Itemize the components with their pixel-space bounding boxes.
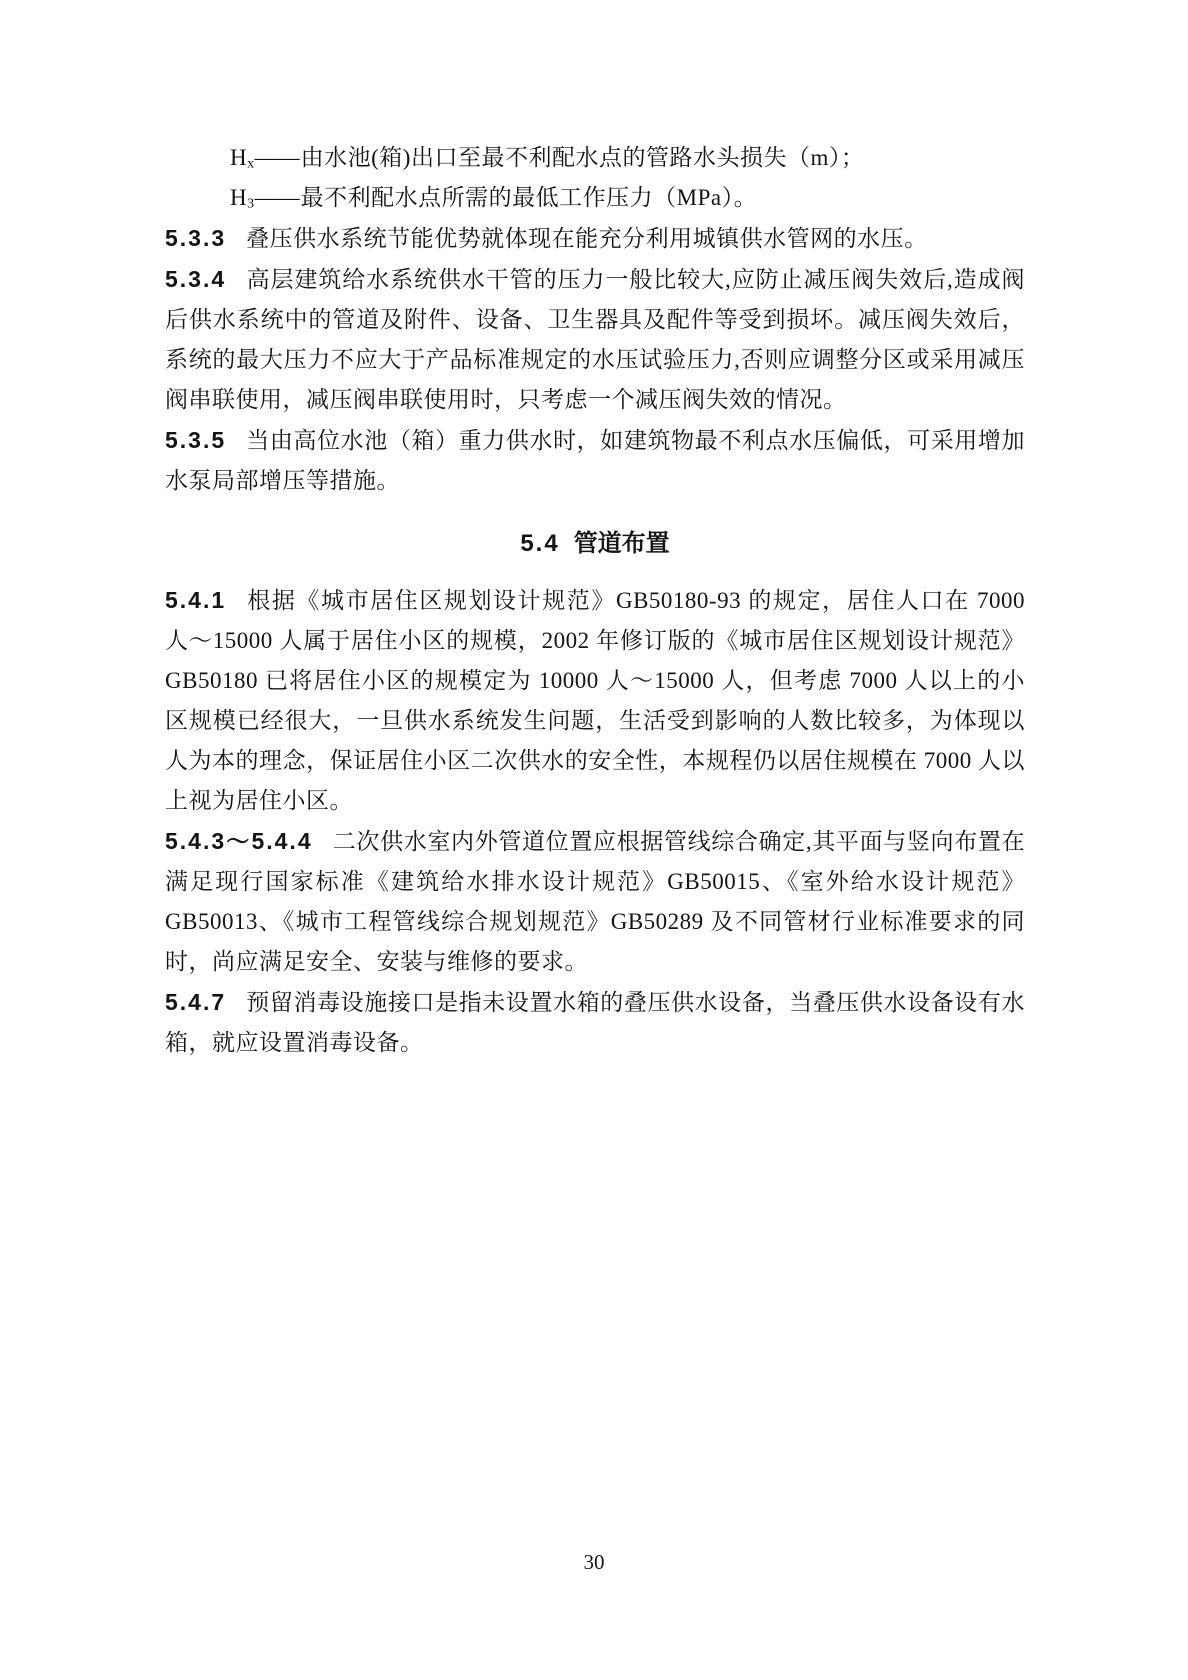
clause-5-3-5 bbox=[165, 420, 1025, 501]
definition-line-hx bbox=[165, 138, 1025, 178]
clause-text: 当由高位水池（箱）重力供水时，如建筑物最不利点水压偏低，可采用增加水泵局部增压等措施。 bbox=[165, 428, 1025, 493]
definition-text: 最不利配水点所需的最低工作压力（MPa）。 bbox=[300, 185, 758, 210]
section-heading bbox=[165, 524, 1025, 564]
clause-number: 5.3.4 bbox=[165, 266, 227, 292]
definition-symbol bbox=[230, 185, 255, 210]
section-number: 5.4 bbox=[520, 530, 560, 557]
clause-5-3-3 bbox=[165, 218, 1025, 259]
definition-text: 由水池(箱)出口至最不利配水点的管路水头损失（m）； bbox=[300, 145, 865, 170]
symbol-base: H bbox=[230, 185, 248, 210]
clause-5-3-4 bbox=[165, 259, 1025, 420]
clause-number: 5.4.7 bbox=[165, 989, 227, 1015]
clause-number: 5.3.5 bbox=[165, 427, 227, 453]
clause-number: 5.4.3～5.4.4 bbox=[165, 828, 313, 854]
document-content bbox=[165, 138, 1025, 1063]
definition-symbol bbox=[230, 145, 255, 170]
symbol-subscript: 3 bbox=[247, 196, 255, 212]
clause-5-4-3-to-5-4-4 bbox=[165, 821, 1025, 982]
clause-text: 二次供水室内外管道位置应根据管线综合确定,其平面与竖向布置在满足现行国家标准《建筑给水排水设计规范》GB50015、《室外给水设计规范》GB50013、《城市工程管线综合规划规范》GB50289 及不同管材行业标准要求的同时，尚应满足安全、安装与维修的要求。 bbox=[165, 829, 1026, 974]
clause-5-4-1 bbox=[165, 580, 1025, 821]
clause-number: 5.4.1 bbox=[165, 587, 227, 613]
definition-line-h3 bbox=[165, 178, 1025, 218]
symbol-subscript: x bbox=[247, 156, 255, 172]
section-title: 管道布置 bbox=[573, 530, 670, 557]
definition-separator: —— bbox=[254, 145, 299, 170]
page-number: 30 bbox=[583, 1550, 605, 1574]
clause-text: 叠压供水系统节能优势就体现在能充分利用城镇供水管网的水压。 bbox=[246, 226, 928, 251]
clause-number: 5.3.3 bbox=[165, 225, 227, 251]
clause-text: 预留消毒设施接口是指未设置水箱的叠压供水设备，当叠压供水设备设有水箱，就应设置消毒设备。 bbox=[165, 990, 1025, 1055]
definition-separator: —— bbox=[254, 185, 299, 210]
symbol-base: H bbox=[230, 145, 248, 170]
clause-text: 高层建筑给水系统供水干管的压力一般比较大,应防止减压阀失效后,造成阀后供水系统中的管道及附件、设备、卫生器具及配件等受到损坏。减压阀失效后，系统的最大压力不应大于产品标准规定的水压试验压力,否则应调整分区或采用减压阀串联使用，减压阀串联使用时，只考虑一个减压阀失效的情况。 bbox=[165, 267, 1025, 412]
clause-text: 根据《城市居住区规划设计规范》GB50180-93 的规定，居住人口在 7000 人～15000 人属于居住小区的规模，2002 年修订版的《城市居住区规划设计规范》GB50180 已将居住小区的规模定为 10000 人～15000 人，但考虑 7000 人以上的小区规模已经很大，一旦供水系统发生问题，生活受到影响的人数比较多，为体现以人为本的理念，保证居住小区二次供水的安全性，本规程仍以居住规模在 7000 人以上视为居住小区。 bbox=[165, 588, 1025, 813]
clause-5-4-7 bbox=[165, 982, 1025, 1063]
